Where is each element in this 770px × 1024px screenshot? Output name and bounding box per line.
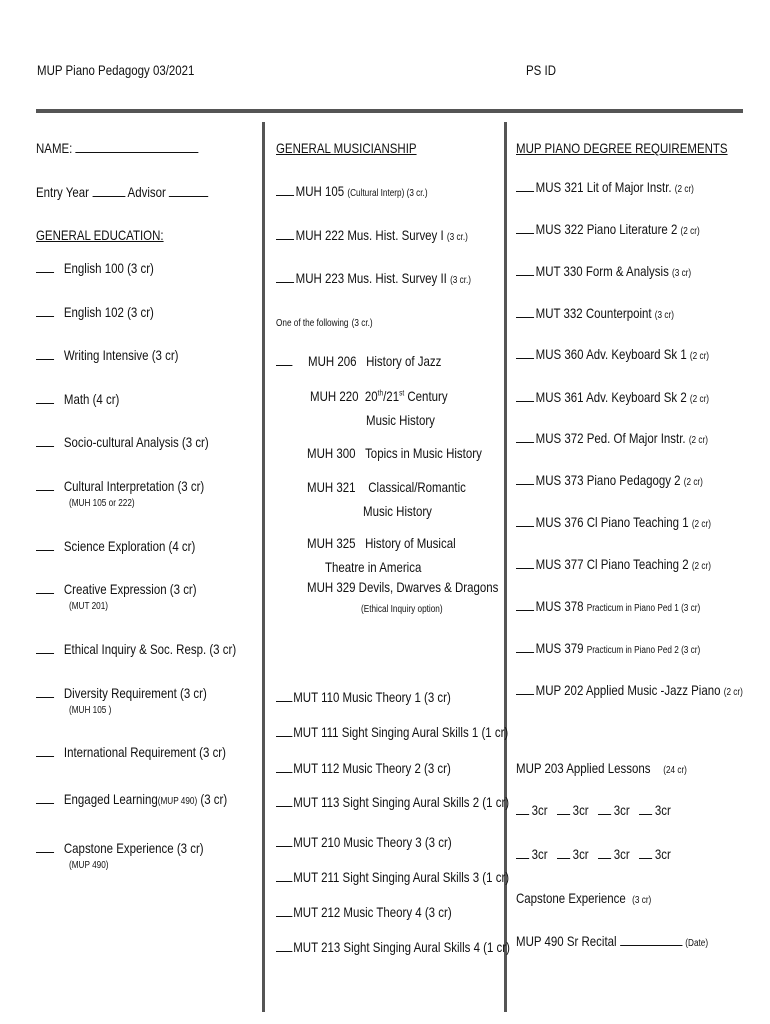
degree-requirement-item[interactable] — [516, 221, 700, 237]
checkbox-blank[interactable] — [276, 183, 294, 196]
gen-ed-item-label: Cultural Interpretation (3 cr) — [63, 478, 205, 494]
requirement-label: MUT 332 Counterpoint — [535, 305, 652, 321]
advisor-blank[interactable] — [169, 184, 208, 197]
gen-ed-item-label: Math (4 cr) — [63, 391, 120, 407]
muh-item[interactable] — [276, 270, 471, 286]
gen-ed-item-tail: (3 cr) — [197, 791, 228, 807]
option-blank[interactable] — [276, 353, 292, 369]
gen-ed-item-label: English 100 (3 cr) — [63, 260, 154, 276]
credit-unit: 3cr — [572, 846, 589, 862]
requirement-label: MUS 373 Piano Pedagogy 2 — [535, 472, 681, 488]
credit-blank[interactable] — [557, 802, 570, 815]
credit-blank[interactable] — [516, 846, 529, 859]
degree-requirement-item[interactable] — [516, 640, 700, 656]
gen-ed-item-note: (MUT 201) — [69, 601, 109, 612]
degree-requirement-item[interactable] — [516, 179, 694, 195]
checkbox-blank[interactable] — [276, 939, 292, 952]
degree-requirements-heading: MUP PIANO DEGREE REQUIREMENTS — [516, 140, 728, 156]
requirement-credits: (3 cr) — [672, 268, 692, 279]
checkbox-blank[interactable] — [516, 389, 534, 402]
checkbox-blank[interactable] — [36, 581, 54, 594]
recital-date-blank[interactable] — [620, 933, 682, 946]
checkbox-blank[interactable] — [36, 641, 54, 654]
mut-item[interactable] — [276, 904, 452, 920]
credit-blank[interactable] — [639, 846, 652, 859]
credit-blank[interactable] — [557, 846, 570, 859]
mut-item[interactable] — [276, 794, 509, 810]
checkbox-blank[interactable] — [36, 685, 54, 698]
credit-unit: 3cr — [654, 802, 671, 818]
degree-requirement-item[interactable] — [516, 598, 700, 614]
gen-ed-item-label: Diversity Requirement (3 cr) — [63, 685, 207, 701]
checkbox-blank[interactable] — [516, 179, 534, 192]
requirement-label: MUS 360 Adv. Keyboard Sk 1 — [535, 346, 687, 362]
mut-item-label: MUT 213 Sight Singing Aural Skills 4 (1 cr) — [293, 939, 510, 955]
credit-blank[interactable] — [598, 846, 611, 859]
capstone-experience: Capstone Experience (3 cr) — [516, 890, 652, 906]
requirement-credits: (2 cr) — [674, 184, 694, 195]
option-muh321-line2: Music History — [363, 503, 432, 519]
muh-item-credits: (3 cr.) — [446, 232, 468, 243]
checkbox-blank[interactable] — [36, 791, 54, 804]
credit-unit: 3cr — [613, 846, 630, 862]
checkbox-blank[interactable] — [276, 227, 294, 240]
checkbox-blank[interactable] — [516, 472, 534, 485]
applied-lessons-row-1[interactable] — [516, 802, 671, 818]
gen-ed-item[interactable] — [36, 304, 154, 320]
requirement-label: MUS 322 Piano Literature 2 — [535, 221, 678, 237]
requirement-credits: (2 cr) — [689, 351, 710, 362]
applied-lessons-row-2[interactable] — [516, 846, 671, 862]
gen-ed-item[interactable] — [36, 347, 179, 363]
gen-ed-item-label: Creative Expression (3 cr) — [63, 581, 197, 597]
requirement-label: MUT 330 Form & Analysis — [535, 263, 669, 279]
gen-ed-item[interactable] — [36, 685, 207, 701]
muh-item[interactable] — [276, 227, 468, 243]
requirement-label: MUS 377 Cl Piano Teaching 2 — [535, 556, 689, 572]
requirement-credits: Practicum in Piano Ped 1 (3 cr) — [586, 603, 701, 614]
credit-unit: 3cr — [654, 846, 671, 862]
gen-ed-item[interactable] — [36, 744, 226, 760]
muh-item-label: MUH 222 Mus. Hist. Survey I — [295, 227, 444, 243]
checkbox-blank[interactable] — [516, 556, 534, 569]
checkbox-blank[interactable] — [516, 221, 534, 234]
muh220-title: 20th/21st Century — [364, 388, 448, 404]
gen-ed-item[interactable] — [36, 434, 209, 450]
degree-requirement-item[interactable] — [516, 389, 709, 405]
requirement-credits: (2 cr) — [691, 519, 711, 530]
credit-unit: 3cr — [613, 802, 630, 818]
option-muh325-line2: Theatre in America — [325, 559, 422, 575]
general-musicianship-heading: GENERAL MUSICIANSHIP — [276, 140, 417, 156]
gen-ed-item[interactable] — [36, 581, 197, 597]
checkbox-blank[interactable] — [36, 304, 54, 317]
option-muh325: MUH 325 History of Musical — [307, 535, 456, 551]
checkbox-blank[interactable] — [276, 760, 292, 773]
gen-ed-item[interactable] — [36, 478, 204, 494]
checkbox-blank[interactable] — [276, 834, 292, 847]
option-muh300: MUH 300 Topics in Music History — [307, 445, 482, 461]
gen-ed-item[interactable] — [36, 791, 227, 807]
degree-requirement-item[interactable] — [516, 263, 691, 279]
ethical-inquiry-note: (Ethical Inquiry option) — [361, 604, 443, 615]
mut-item-label: MUT 110 Music Theory 1 (3 cr) — [293, 689, 451, 705]
muh-item-label: MUH 105 — [295, 183, 345, 199]
name-blank[interactable] — [76, 140, 199, 153]
requirement-credits: (3 cr) — [654, 310, 674, 321]
checkbox-blank[interactable] — [276, 689, 292, 702]
gen-ed-item-label: English 102 (3 cr) — [63, 304, 154, 320]
checkbox-blank[interactable] — [36, 434, 54, 447]
muh-item-label: MUH 223 Mus. Hist. Survey II — [295, 270, 447, 286]
degree-requirement-item[interactable] — [516, 556, 711, 572]
credit-unit: 3cr — [531, 846, 548, 862]
checkbox-blank[interactable] — [516, 346, 534, 359]
mut-item-label: MUT 210 Music Theory 3 (3 cr) — [293, 834, 452, 850]
gen-ed-item-label: Science Exploration (4 cr) — [63, 538, 196, 554]
mut-item-label: MUT 112 Music Theory 2 (3 cr) — [293, 760, 451, 776]
gen-ed-item[interactable] — [36, 538, 195, 554]
checkbox-blank[interactable] — [36, 478, 54, 491]
degree-requirement-item[interactable] — [516, 430, 708, 446]
checkbox-blank[interactable] — [36, 538, 54, 551]
mut-item[interactable] — [276, 689, 451, 705]
requirement-label: MUP 202 Applied Music -Jazz Piano — [535, 682, 721, 698]
checkbox-blank[interactable] — [516, 514, 534, 527]
option-muh220: MUH 220 20th/21st Century — [310, 388, 448, 404]
requirement-credits: (2 cr) — [689, 394, 710, 405]
credit-unit: 3cr — [531, 802, 548, 818]
checkbox-blank[interactable] — [516, 305, 534, 318]
muh-item-credits: (Cultural Interp) (3 cr.) — [347, 188, 428, 199]
checkbox-blank[interactable] — [516, 263, 534, 276]
gen-ed-item-note: (MUP 490) — [69, 860, 109, 871]
gen-ed-item-label: Ethical Inquiry & Soc. Resp. (3 cr) — [63, 641, 237, 657]
gen-ed-item-label: Engaged Learning — [63, 791, 158, 807]
one-of-following: One of the following (3 cr.) — [276, 318, 373, 329]
gen-ed-item-note: (MUH 105 or 222) — [69, 498, 135, 509]
gen-ed-heading: GENERAL EDUCATION: — [36, 227, 164, 243]
checkbox-blank[interactable] — [276, 904, 292, 917]
gen-ed-item-note: (MUH 105 ) — [69, 705, 112, 716]
requirement-label: MUS 361 Adv. Keyboard Sk 2 — [535, 389, 687, 405]
checkbox-blank[interactable] — [276, 724, 292, 737]
requirement-label: MUS 379 — [535, 640, 584, 656]
requirement-label: MUS 376 Cl Piano Teaching 1 — [535, 514, 689, 530]
gen-ed-item[interactable] — [36, 260, 154, 276]
mut-item-label: MUT 211 Sight Singing Aural Skills 3 (1 cr) — [293, 869, 510, 885]
gen-ed-item[interactable] — [36, 641, 236, 657]
requirement-credits: (2 cr) — [683, 477, 703, 488]
gen-ed-item-label: Capstone Experience (3 cr) — [63, 840, 204, 856]
degree-requirement-item[interactable] — [516, 514, 711, 530]
checkbox-blank[interactable] — [516, 430, 534, 443]
requirement-label: MUS 372 Ped. Of Major Instr. — [535, 430, 686, 446]
checkbox-blank[interactable] — [36, 840, 54, 853]
requirement-credits: (2 cr) — [680, 226, 700, 237]
requirement-credits: (2 cr) — [723, 687, 743, 698]
checkbox-blank[interactable] — [516, 598, 534, 611]
credit-blank[interactable] — [516, 802, 529, 815]
name-field[interactable]: NAME: — [36, 140, 199, 156]
mut-item[interactable] — [276, 869, 509, 885]
gen-ed-item-small: (MUP 490) — [157, 796, 198, 807]
checkbox-blank[interactable] — [36, 744, 54, 757]
checkbox-blank[interactable] — [36, 260, 54, 273]
checkbox-blank[interactable] — [516, 682, 534, 695]
degree-requirement-item[interactable] — [516, 682, 743, 698]
mut-item-label: MUT 111 Sight Singing Aural Skills 1 (1 cr) — [293, 724, 509, 740]
option-muh220-line2: Music History — [366, 412, 435, 428]
mut-item-label: MUT 113 Sight Singing Aural Skills 2 (1 cr) — [293, 794, 510, 810]
gen-ed-item-label: Writing Intensive (3 cr) — [63, 347, 179, 363]
requirement-credits: Practicum in Piano Ped 2 (3 cr) — [586, 645, 701, 656]
checkbox-blank[interactable] — [36, 347, 54, 360]
checkbox-blank[interactable] — [276, 270, 294, 283]
checkbox-blank[interactable] — [276, 869, 292, 882]
requirement-label: MUS 321 Lit of Major Instr. — [535, 179, 672, 195]
requirement-credits: (2 cr) — [688, 435, 708, 446]
requirement-label: MUS 378 — [535, 598, 584, 614]
checkbox-blank[interactable] — [36, 391, 54, 404]
checkbox-blank[interactable] — [276, 794, 292, 807]
header-divider — [36, 109, 743, 113]
mut-item[interactable] — [276, 939, 510, 955]
ps-id-label: PS ID — [526, 62, 556, 78]
credit-unit: 3cr — [572, 802, 589, 818]
credit-blank[interactable] — [598, 802, 611, 815]
requirement-credits: (2 cr) — [691, 561, 711, 572]
mut-item-label: MUT 212 Music Theory 4 (3 cr) — [293, 904, 452, 920]
checkbox-blank[interactable] — [516, 640, 534, 653]
credit-blank[interactable] — [639, 802, 652, 815]
option-muh329: MUH 329 Devils, Dwarves & Dragons — [307, 579, 499, 595]
applied-lessons: MUP 203 Applied Lessons (24 cr) — [516, 760, 687, 776]
degree-requirement-item[interactable] — [516, 346, 709, 362]
gen-ed-item[interactable] — [36, 391, 119, 407]
entry-year-field[interactable]: Entry Year Advisor — [36, 184, 208, 200]
gen-ed-item-label: International Requirement (3 cr) — [63, 744, 226, 760]
gen-ed-item[interactable] — [36, 840, 204, 856]
degree-requirement-item[interactable] — [516, 305, 674, 321]
muh-item-credits: (3 cr.) — [450, 275, 472, 286]
option-muh206: MUH 206 History of Jazz — [308, 353, 442, 369]
option-muh321: MUH 321 Classical/Romantic — [307, 479, 466, 495]
mut-item[interactable] — [276, 760, 451, 776]
degree-requirement-item[interactable] — [516, 472, 703, 488]
form-title: MUP Piano Pedagogy 03/2021 — [37, 62, 195, 78]
column-divider-left — [262, 122, 265, 1012]
muh-item[interactable] — [276, 183, 428, 199]
mut-item[interactable] — [276, 724, 508, 740]
gen-ed-item-label: Socio-cultural Analysis (3 cr) — [63, 434, 209, 450]
mut-item[interactable] — [276, 834, 452, 850]
entry-year-blank[interactable] — [92, 184, 125, 197]
senior-recital[interactable]: MUP 490 Sr Recital (Date) — [516, 933, 709, 949]
